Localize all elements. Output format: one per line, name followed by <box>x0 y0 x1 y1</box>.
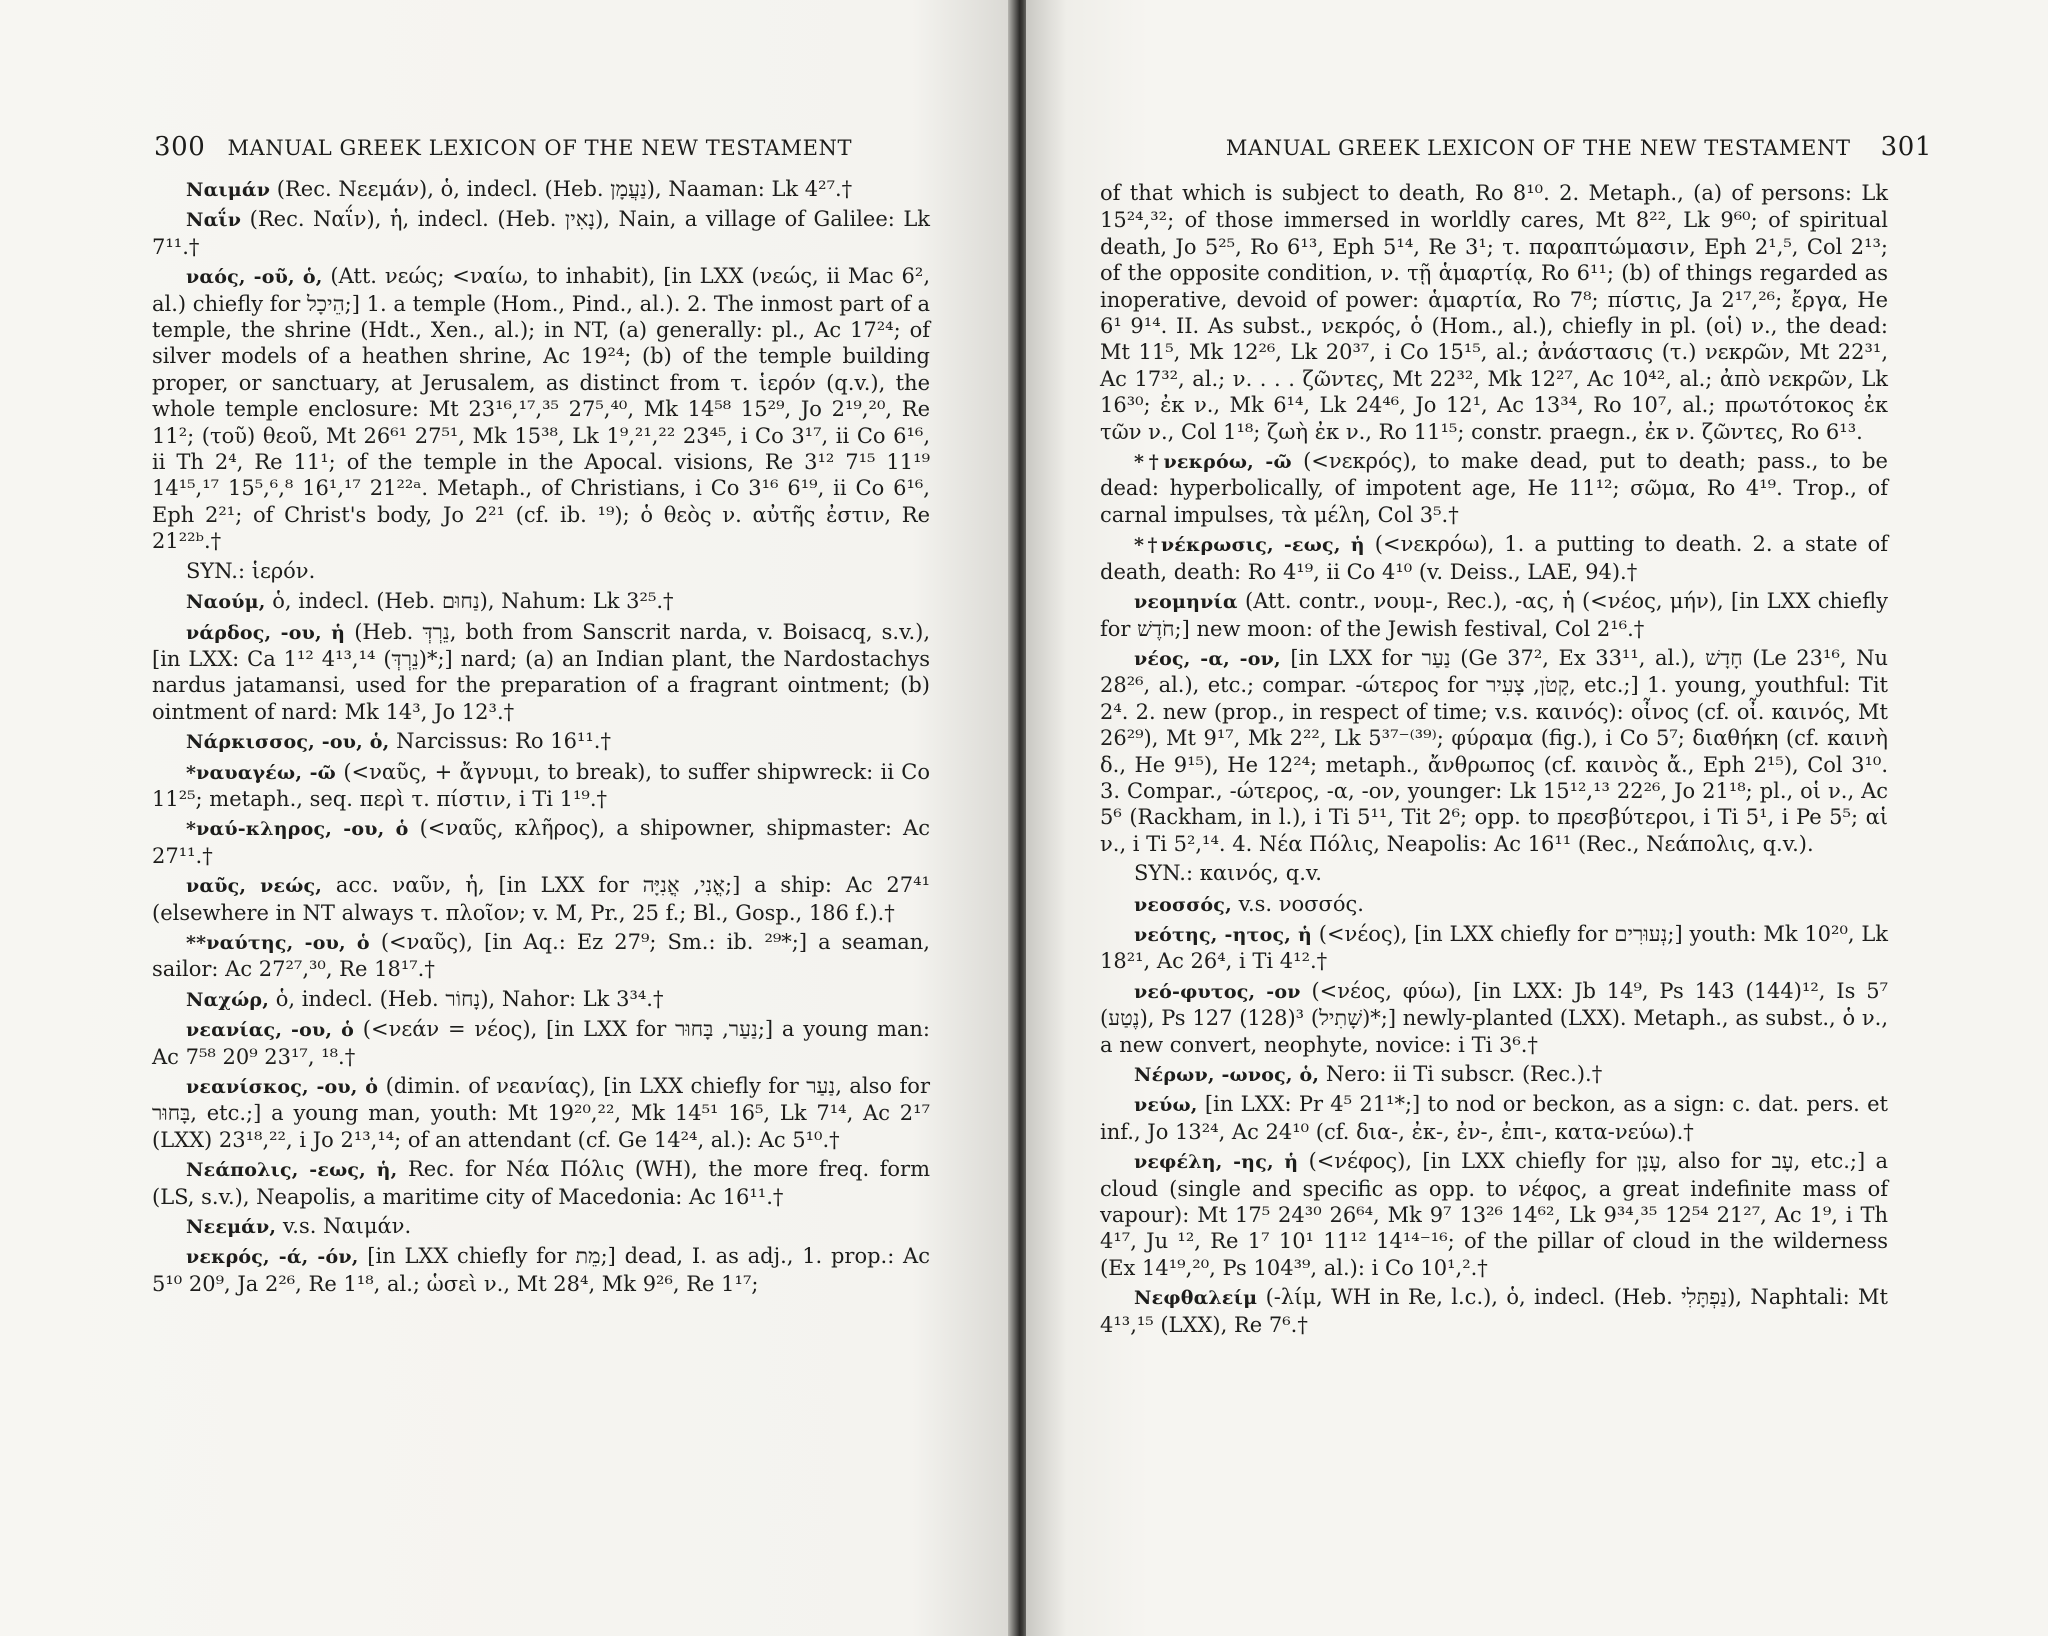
entry-text: Rec. for Νέα Πόλις (WH), the more freq. form (LS, s.v.), Neapolis, a maritime city of Macedonia: Ac 16¹¹.† <box>152 1157 930 1209</box>
entry-headword: *†νέκρωσις, -εως, ἡ <box>1134 534 1365 557</box>
lexicon-entry <box>1100 1284 1888 1338</box>
entry-headword: Ναούμ, <box>186 591 266 614</box>
lexicon-entry <box>152 1073 930 1153</box>
lexicon-entry <box>1100 921 1888 975</box>
entry-text: v.s. νοσσός. <box>1238 891 1364 916</box>
page-number: 301 <box>1880 132 1932 162</box>
lexicon-entry <box>1100 891 1888 918</box>
entry-text: ὁ, indecl. (Heb. נַחוּם), Nahum: Lk 3²⁵.† <box>272 589 674 614</box>
entry-text: (dimin. of νεανίας), [in LXX chiefly for נַעַר, also for בָּחוּר, etc.;] a young man, youth: Mt 19²⁰,²², Mk 14⁵¹ 16⁵, Lk 7¹⁴, Ac 2¹⁷ (LXX) 23¹⁸,²², i Jo 2¹³,¹⁴; of an attendant (cf. Ge 14²⁴, al.): Ac 5¹⁰.† <box>152 1074 930 1152</box>
lexicon-entry <box>152 1156 930 1210</box>
entry-headword: *ναύ-κληρος, -ου, ὁ <box>186 818 409 841</box>
entry-headword: ναός, -οῦ, ὁ, <box>186 266 323 289</box>
running-head: MANUAL GREEK LEXICON OF THE NEW TESTAMENT <box>1225 136 1851 160</box>
entry-text: (<ναῦς), [in Aq.: Ez 27⁹; Sm.: ib. ²⁹*;] a seaman, sailor: Ac 27²⁷,³⁰, Re 18¹⁷.† <box>152 929 930 982</box>
lexicon-entry <box>1100 645 1888 857</box>
entry-text: (Rec. Ναΐν), ἡ, indecl. (Heb. נָאִין), Nain, a village of Galilee: Lk 7¹¹.† <box>152 207 930 259</box>
page-number: 300 <box>154 132 206 162</box>
entry-headword: *ναυαγέω, -ῶ <box>186 761 336 784</box>
entry-text: [in LXX: Pr 4⁵ 21¹*;] to nod or beckon, as a sign: c. dat. pers. et inf., Jo 13²⁴, Ac 24¹⁰ (cf. δια-, ἐκ-, ἐν-, ἐπι-, κατα-νεύω).† <box>1100 1092 1888 1144</box>
right-page <box>1026 0 2048 1636</box>
entry-headword: νεύω, <box>1134 1094 1198 1117</box>
left-column <box>152 176 930 1300</box>
entry-text: (<νεκρόω), 1. a putting to death. 2. a state of death, death: Ro 4¹⁹, ii Co 4¹⁰ (v. Deiss., LAE, 94).† <box>1100 532 1889 584</box>
entry-text: v.s. Ναιμάν. <box>282 1214 412 1239</box>
left-page <box>0 0 1014 1636</box>
entry-headword: Νεεμάν, <box>186 1216 277 1239</box>
entry-text: [in LXX chiefly for מֵת;] dead, I. as adj., 1. prop.: Ac 5¹⁰ 20⁹, Ja 2²⁶, Re 1¹⁸, al.; ὡσεὶ ν., Mt 28⁴, Mk 9²⁶, Re 1¹⁷; <box>152 1244 930 1296</box>
lexicon-entry <box>152 1213 930 1240</box>
entry-text: (-λίμ, WH in Re, l.c.), ὁ, indecl. (Heb. נַפְתָּלִי), Naphtali: Mt 4¹³,¹⁵ (LXX), Re 7⁶.† <box>1100 1285 1888 1337</box>
entry-headword: Νεφθαλείμ <box>1134 1287 1258 1310</box>
lexicon-entry <box>152 206 930 260</box>
entry-headword: *†νεκρόω, -ῶ <box>1134 451 1292 474</box>
entry-text: of that which is subject to death, Ro 8¹⁰. 2. Metaph., (a) of persons: Lk 15²⁴,³²; of those immersed in worldly cares, Mt 8²², Lk 9⁶⁰; of spiritual death, Jo 5²⁵, Ro 6¹³, Eph 5¹⁴, Re 3¹; τ. παραπτώμασιν, Eph 2¹,⁵, Col 2¹³; of the opposite condition, ν. τῇ ἁμαρτίᾳ, Ro 6¹¹; (b) of things regarded as inoperative, devoid of power: ἁμαρτία, Ro 7⁸; πίστις, Ja 2¹⁷,²⁶; ἔργα, He 6¹ 9¹⁴. II. As subst., νεκρός, ὁ (Hom., al.), chiefly in pl. (οἱ) ν., the dead: Mt 11⁵, Mk 12²⁶, Lk 20³⁷, i Co 15¹⁵, al.; ἀνάστασις (τ.) νεκρῶν, Mt 22³¹, Ac 17³², al.; ν. . . . ζῶντες, Mt 22³², Mk 12²⁷, Ac 10⁴², al.; ἀπὸ νεκρῶν, Lk 16³⁰; ἐκ ν., Mk 6¹⁴, Lk 24⁴⁶, Jo 12¹, Ac 13³⁴, Ro 10⁷, al.; πρωτότοκος ἐκ τῶν ν., Col 1¹⁸; ζωὴ ἐκ ν., Ro 11¹⁵; constr. praegn., ἐκ ν. ζῶντες, Ro 6¹³. <box>1100 181 1888 444</box>
entry-headword: νεό-φυτος, -ον <box>1134 980 1301 1003</box>
entry-headword: Ναΐν <box>186 209 242 232</box>
entry-text: (<νέος), [in LXX chiefly for נְעוּרִים;] youth: Mk 10²⁰, Lk 18²¹, Ac 26⁴, i Ti 4¹².† <box>1100 921 1888 974</box>
entry-headword: νεομηνία <box>1134 591 1238 614</box>
lexicon-entry <box>1100 588 1888 642</box>
entry-headword: νεοσσός, <box>1134 893 1232 916</box>
entry-text: (Heb. נֵרְדְּ, both from Sanscrit narda, v. Boisacq, s.v.), [in LXX: Ca 1¹² 4¹³,¹⁴ (נֵרְדְּ)*;] nard; (a) an Indian plant, the Nardostachys nardus jatamansi, used for the preparation of a fragrant ointment; (b) ointment of nard: Mk 14³, Jo 12³.† <box>152 619 930 724</box>
entry-headword: νέος, -α, -ον, <box>1134 647 1281 670</box>
entry-headword: νεανίας, -ου, ὁ <box>186 1019 355 1042</box>
lexicon-entry <box>152 986 930 1013</box>
entry-headword: νεφέλη, -ης, ἡ <box>1134 1151 1299 1174</box>
entry-text: (<ναῦς, + ἄγνυμι, to break), to suffer shipwreck: ii Co 11²⁵; metaph., seq. περὶ τ. πίστιν, i Ti 1¹⁹.† <box>152 759 930 811</box>
lexicon-entry <box>1100 1061 1888 1088</box>
entry-headword: Ναιμάν <box>186 179 271 201</box>
entry-headword: νεανίσκος, -ου, ὁ <box>186 1076 379 1098</box>
entry-text: (<νεάν = νέος), [in LXX for נַעַר, בָּחוּר;] a young man: Ac 7⁵⁸ 20⁹ 23¹⁷, ¹⁸.† <box>152 1017 931 1069</box>
entry-headword: **ναύτης, -ου, ὁ <box>186 931 370 954</box>
entry-headword: νεκρός, -ά, -όν, <box>186 1246 359 1269</box>
entry-text: (Att. contr., νουμ-, Rec.), -ας, ἡ (<νέος, μήν), [in LXX chiefly for חֹדֶשׁ;] new moon: of the Jewish festival, Col 2¹⁶.† <box>1100 589 1888 641</box>
entry-headword: νάρδος, -ου, ἡ <box>186 621 346 644</box>
lexicon-entry <box>152 815 930 869</box>
entry-headword: νεότης, -ητος, ἡ <box>1134 923 1312 946</box>
lexicon-entry <box>152 1243 930 1297</box>
lexicon-entry <box>152 728 930 755</box>
right-column <box>1100 180 1888 1341</box>
entry-text: (<νέος, φύω), [in LXX: Jb 14⁹, Ps 143 (144)¹², Is 5⁷ (נֶטַע), Ps 127 (128)³ (שָׁתִיל)*;] newly-planted (LXX). Metaph., as subst., ὁ ν., a new convert, neophyte, novice: i Ti 3⁶.† <box>1100 978 1889 1057</box>
entry-text: SYN.: καινός, q.v. <box>1134 861 1322 886</box>
entry-text: (<ναῦς, κλῆρος), a shipowner, shipmaster: Ac 27¹¹.† <box>152 816 930 868</box>
lexicon-entry <box>1100 448 1888 528</box>
running-head: MANUAL GREEK LEXICON OF THE NEW TESTAMENT <box>227 136 853 160</box>
lexicon-entry <box>1100 1148 1888 1281</box>
lexicon-entry <box>1100 978 1888 1058</box>
lexicon-entry <box>152 619 930 726</box>
entry-headword: Ναχώρ, <box>186 988 270 1011</box>
lexicon-entry <box>152 588 930 615</box>
entry-text: Narcissus: Ro 16¹¹.† <box>396 729 611 754</box>
entry-text: Nero: ii Ti subscr. (Rec.).† <box>1325 1062 1603 1086</box>
entry-text: (Att. νεώς; <ναίω, to inhabit), [in LXX (νεώς, ii Mac 6², al.) chiefly for הֵיכָל;] 1. a temple (Hom., Pind., al.). 2. The inmost part of a temple, the shrine (Hdt., Xen., al.); in NT, (a) generally: pl., Ac 17²⁴; of silver models of a heathen shrine, Ac 19²⁴; (b) of the temple building proper, or sanctuary, at Jerusalem, as distinct from τ. ἱερόν (q.v.), the whole temple enclosure: Mt 23¹⁶,¹⁷,³⁵ 27⁵,⁴⁰, Mk 14⁵⁸ 15²⁹, Jo 2¹⁹,²⁰, Re 11²; (τοῦ) θεοῦ, Mt 26⁶¹ 27⁵¹, Mk 15³⁸, Lk 1⁹,²¹,²² 23⁴⁵, i Co 3¹⁷, ii Co 6¹⁶, ii Th 2⁴, Re 11¹; of the temple in the Apocal. visions, Re 3¹² 7¹⁵ 11¹⁹ 14¹⁵,¹⁷ 15⁵,⁶,⁸ 16¹,¹⁷ 21²²ᵃ. Metaph., of Christians, i Co 3¹⁶ 6¹⁹, ii Co 6¹⁶, Eph 2²¹; of Christ's body, Jo 2²¹ (cf. ib. ¹⁹); ὁ θεὸς ν. αὐτῆς ἐστιν, Re 21²²ᵇ.† <box>152 264 930 554</box>
entry-headword: Νάρκισσος, -ου, ὁ, <box>186 731 390 754</box>
lexicon-entry <box>152 1016 930 1070</box>
entry-headword: ναῦς, νεώς, <box>186 875 323 898</box>
left-page-header <box>154 132 924 162</box>
entry-text: acc. ναῦν, ἡ, [in LXX for אֳנִי, אֳנִיָּה;] a ship: Ac 27⁴¹ (elsewhere in NT always τ. πλοῖον; v. M, Pr., 25 f.; Bl., Gosp., 186 f.).† <box>152 873 930 925</box>
entry-headword: Νέρων, -ωνος, ὁ, <box>1134 1064 1320 1086</box>
lexicon-entry <box>152 759 930 813</box>
lexicon-entry-continued <box>1100 180 1888 445</box>
lexicon-entry <box>152 176 930 203</box>
entry-text: (<νεκρός), to make dead, put to death; pass., to be dead: hyperbolically, of impotent age, He 11¹²; σῶμα, Ro 4¹⁹. Trop., of carnal impulses, τὰ μέλη, Col 3⁵.† <box>1100 449 1888 527</box>
lexicon-entry <box>152 872 930 926</box>
entry-text: (Rec. Νεεμάν), ὁ, indecl. (Heb. נַעֲמָן), Naaman: Lk 4²⁷.† <box>276 177 853 201</box>
lexicon-entry <box>1100 1091 1888 1145</box>
lexicon-entry <box>1100 860 1888 887</box>
entry-text: SYN.: ἱερόν. <box>186 558 316 583</box>
entry-text: [in LXX for נַעַר (Ge 37², Ex 33¹¹, al.), חָדָשׁ (Le 23¹⁶, Nu 28²⁶, al.), etc.; compar. -ώτερος for קָטֹן, צָעִיר, etc.;] 1. young, youthful: Tit 2⁴. 2. new (prop., in respect of time; v.s. καινός): οἶνος (cf. οἶ. καινός, Mt 26²⁹), Mt 9¹⁷, Mk 2²², Lk 5³⁷⁻⁽³⁹⁾; φύραμα (fig.), i Co 5⁷; διαθήκη (cf. καινὴ δ., He 9¹⁵), He 12²⁴; metaph., ἄνθρωπος (cf. καινὸς ἄ., Eph 2¹⁵), Col 3¹⁰. 3. Compar., -ώτερος, -α, -ον, younger: Lk 15¹²,¹³ 22²⁶, Jo 21¹⁸; pl., οἱ ν., Ac 5⁶ (Rackham, in l.), i Ti 5¹¹, Tit 2⁶; opp. to πρεσβύτεροι, i Ti 5¹, i Pe 5⁵; αἱ ν., i Ti 5²,¹⁴. 4. Νέα Πόλις, Neapolis: Ac 16¹¹ (Rec., Νεάπολις, q.v.). <box>1100 645 1888 856</box>
entry-text: (<νέφος), [in LXX chiefly for עָנָן, also for עָב, etc.;] a cloud (single and specific as opp. to νέφος, a great indefinite mass of vapour): Mt 17⁵ 24³⁰ 26⁶⁴, Mk 9⁷ 13²⁶ 14⁶², Lk 9³⁴,³⁵ 12⁵⁴ 21²⁷, Ac 1⁹, i Th 4¹⁷, Ju ¹², Re 1⁷ 10¹ 11¹² 14¹⁴⁻¹⁶; of the pillar of cloud in the wilderness (Ex 14¹⁹,²⁰, Ps 104³⁹, al.): i Co 10¹,².† <box>1100 1149 1889 1280</box>
lexicon-entry <box>152 929 930 983</box>
entry-headword: Νεάπολις, -εως, ἡ, <box>186 1159 398 1182</box>
lexicon-entry <box>152 558 930 585</box>
entry-text: ὁ, indecl. (Heb. נָחוֹר), Nahor: Lk 3³⁴.† <box>275 986 664 1011</box>
right-page-header <box>1176 132 1932 162</box>
lexicon-entry <box>1100 531 1888 585</box>
lexicon-entry <box>152 263 930 554</box>
